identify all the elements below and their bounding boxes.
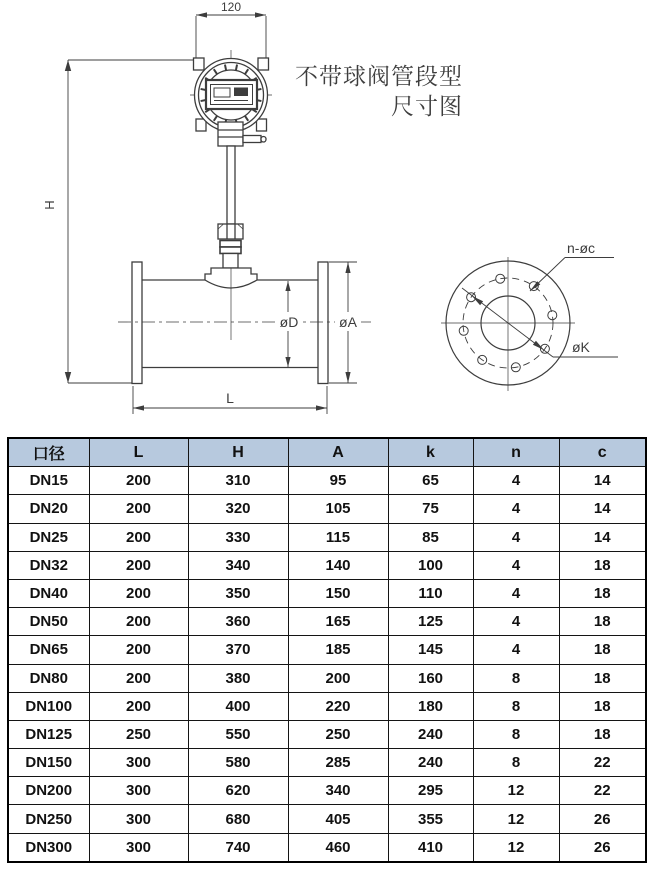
arrow-right-icon <box>316 405 327 410</box>
cell-L: 200 <box>89 523 188 551</box>
arrow-down-icon <box>345 372 350 383</box>
table-row <box>8 777 646 805</box>
cell-H: 380 <box>188 664 288 692</box>
dimensions-table <box>7 437 647 863</box>
cell-c: 26 <box>559 805 646 833</box>
cell-k: 75 <box>388 495 473 523</box>
cell-L: 300 <box>89 749 188 777</box>
process-connection <box>205 224 257 340</box>
cell-L: 300 <box>89 833 188 862</box>
cell-k: 85 <box>388 523 473 551</box>
label-bolt-holes: n-øc <box>567 240 595 256</box>
right-flange <box>318 262 328 384</box>
cell-L: 200 <box>89 467 188 495</box>
dim-label-120: 120 <box>220 0 242 14</box>
cell-dn: DN200 <box>8 777 89 805</box>
cell-L: 200 <box>89 608 188 636</box>
arrow-up-icon <box>345 262 350 273</box>
diagram-title-line2: 尺寸图 <box>391 93 463 119</box>
arrow-up-icon <box>65 60 71 71</box>
cell-L: 200 <box>89 664 188 692</box>
cell-k: 145 <box>388 636 473 664</box>
cell-c: 22 <box>559 749 646 777</box>
dim-bolt-circle <box>462 288 618 357</box>
cell-H: 320 <box>188 495 288 523</box>
col-header-c: c <box>559 438 646 467</box>
cell-dn: DN32 <box>8 551 89 579</box>
dim-H <box>65 60 197 383</box>
cell-L: 200 <box>89 495 188 523</box>
cell-c: 22 <box>559 777 646 805</box>
cell-n: 12 <box>473 805 559 833</box>
table-row <box>8 833 646 862</box>
cell-n: 12 <box>473 777 559 805</box>
cell-dn: DN65 <box>8 636 89 664</box>
cell-L: 200 <box>89 636 188 664</box>
cell-L: 250 <box>89 720 188 748</box>
label-bolt-circle-dia: øK <box>572 339 590 355</box>
table-row <box>8 467 646 495</box>
col-header-n: n <box>473 438 559 467</box>
cell-c: 18 <box>559 551 646 579</box>
cell-H: 400 <box>188 692 288 720</box>
table-row <box>8 805 646 833</box>
cell-H: 370 <box>188 636 288 664</box>
drawing-canvas <box>0 0 650 437</box>
cell-n: 4 <box>473 467 559 495</box>
cell-L: 200 <box>89 692 188 720</box>
cell-dn: DN15 <box>8 467 89 495</box>
cell-k: 125 <box>388 608 473 636</box>
cell-H: 330 <box>188 523 288 551</box>
cell-L: 200 <box>89 579 188 607</box>
cell-A: 405 <box>288 805 388 833</box>
dim-label-inner-dia: øD <box>279 314 299 330</box>
cell-A: 250 <box>288 720 388 748</box>
cell-c: 18 <box>559 579 646 607</box>
cell-L: 300 <box>89 805 188 833</box>
cell-c: 18 <box>559 664 646 692</box>
cell-A: 340 <box>288 777 388 805</box>
cell-dn: DN150 <box>8 749 89 777</box>
cell-H: 550 <box>188 720 288 748</box>
cell-c: 18 <box>559 636 646 664</box>
cell-k: 410 <box>388 833 473 862</box>
cell-A: 115 <box>288 523 388 551</box>
cell-H: 360 <box>188 608 288 636</box>
cell-A: 200 <box>288 664 388 692</box>
cell-H: 620 <box>188 777 288 805</box>
cell-dn: DN40 <box>8 579 89 607</box>
cell-k: 240 <box>388 720 473 748</box>
cable-gland <box>243 136 261 143</box>
cell-A: 140 <box>288 551 388 579</box>
cell-k: 100 <box>388 551 473 579</box>
cell-n: 4 <box>473 551 559 579</box>
col-header-diameter: 口径 <box>8 438 89 467</box>
table-row <box>8 579 646 607</box>
header-row <box>8 438 646 467</box>
table-row <box>8 551 646 579</box>
cell-k: 160 <box>388 664 473 692</box>
cell-L: 300 <box>89 777 188 805</box>
cell-n: 4 <box>473 523 559 551</box>
cell-H: 740 <box>188 833 288 862</box>
cell-k: 240 <box>388 749 473 777</box>
cell-H: 310 <box>188 467 288 495</box>
cell-dn: DN25 <box>8 523 89 551</box>
cell-c: 18 <box>559 720 646 748</box>
arrow-left-icon <box>133 405 144 410</box>
cell-n: 8 <box>473 749 559 777</box>
flange-end-view <box>441 257 618 391</box>
table-row <box>8 664 646 692</box>
cell-k: 355 <box>388 805 473 833</box>
cell-n: 4 <box>473 495 559 523</box>
table-row <box>8 636 646 664</box>
cell-A: 460 <box>288 833 388 862</box>
cell-c: 14 <box>559 495 646 523</box>
cell-k: 110 <box>388 579 473 607</box>
cell-dn: DN80 <box>8 664 89 692</box>
cell-dn: DN250 <box>8 805 89 833</box>
lcd-display <box>206 80 257 109</box>
cell-L: 200 <box>89 551 188 579</box>
cell-H: 580 <box>188 749 288 777</box>
dim-label-flange-dia: øA <box>339 314 357 330</box>
cell-A: 285 <box>288 749 388 777</box>
col-header-L: L <box>89 438 188 467</box>
dim-label-L: L <box>226 390 234 406</box>
cell-A: 220 <box>288 692 388 720</box>
cell-n: 8 <box>473 692 559 720</box>
cell-A: 95 <box>288 467 388 495</box>
cell-k: 295 <box>388 777 473 805</box>
cell-dn: DN125 <box>8 720 89 748</box>
cell-dn: DN100 <box>8 692 89 720</box>
cell-dn: DN300 <box>8 833 89 862</box>
cell-A: 185 <box>288 636 388 664</box>
left-flange <box>132 262 142 384</box>
cell-A: 150 <box>288 579 388 607</box>
diagram-title-line1: 不带球阀管段型 <box>295 63 463 89</box>
flowmeter-dimension-drawing <box>0 0 650 437</box>
cell-H: 340 <box>188 551 288 579</box>
table-row <box>8 523 646 551</box>
col-header-k: k <box>388 438 473 467</box>
arrow-down-icon <box>65 372 71 383</box>
cell-n: 4 <box>473 608 559 636</box>
cell-A: 105 <box>288 495 388 523</box>
cell-n: 12 <box>473 833 559 862</box>
table-row <box>8 749 646 777</box>
cell-A: 165 <box>288 608 388 636</box>
table-row <box>8 608 646 636</box>
cell-dn: DN50 <box>8 608 89 636</box>
table-row <box>8 692 646 720</box>
cell-n: 4 <box>473 636 559 664</box>
dim-label-H: H <box>42 200 57 210</box>
arrow-down-icon <box>285 357 290 367</box>
cell-c: 14 <box>559 467 646 495</box>
table-row <box>8 720 646 748</box>
col-header-A: A <box>288 438 388 467</box>
leader-bolt-holes <box>530 258 614 292</box>
table-row <box>8 495 646 523</box>
cell-k: 180 <box>388 692 473 720</box>
col-header-H: H <box>188 438 288 467</box>
cell-dn: DN20 <box>8 495 89 523</box>
cell-c: 18 <box>559 608 646 636</box>
cell-H: 350 <box>188 579 288 607</box>
cell-c: 26 <box>559 833 646 862</box>
cell-c: 18 <box>559 692 646 720</box>
cell-k: 65 <box>388 467 473 495</box>
meter-neck-stem <box>218 122 266 224</box>
cell-n: 8 <box>473 664 559 692</box>
arrow-right-icon <box>255 12 266 17</box>
cell-n: 4 <box>473 579 559 607</box>
cell-n: 8 <box>473 720 559 748</box>
cell-c: 14 <box>559 523 646 551</box>
arrow-left-icon <box>196 12 207 17</box>
cell-H: 680 <box>188 805 288 833</box>
arrow-up-icon <box>285 281 290 291</box>
